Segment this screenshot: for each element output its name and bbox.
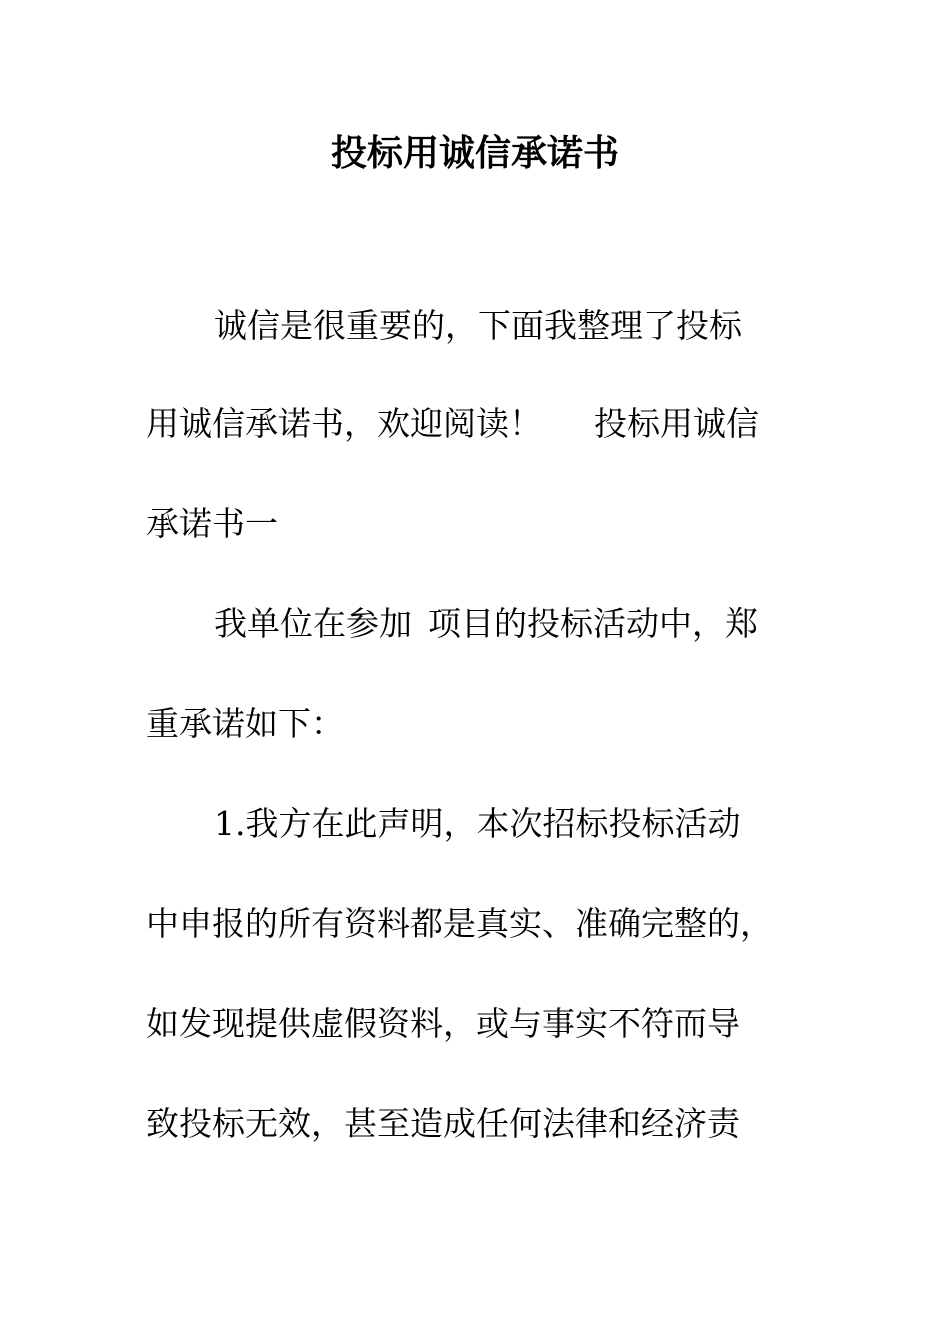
section-heading-text: 投标用诚信 <box>594 404 759 443</box>
paragraph-text: 用诚信承诺书，欢迎阅读！ <box>146 404 542 443</box>
document-title: 投标用诚信承诺书 <box>330 132 619 174</box>
paragraph-line <box>214 304 742 348</box>
paragraph-line <box>214 802 741 846</box>
paragraph-text: 我单位在参加 <box>214 604 412 643</box>
paragraph-text: 致投标无效，甚至造成任何法律和经济责 <box>146 1104 740 1143</box>
paragraph-line <box>146 1102 740 1146</box>
paragraph-line <box>146 402 759 446</box>
paragraph-text: 重承诺如下： <box>146 704 344 743</box>
paragraph-line <box>146 702 344 746</box>
section-heading-text: 承诺书一 <box>146 504 278 543</box>
paragraph-line <box>146 1002 740 1046</box>
paragraph-line <box>146 502 278 546</box>
paragraph-text: 1.我方在此声明，本次招标投标活动 <box>214 804 741 843</box>
paragraph-text: 中申报的所有资料都是真实、准确完整的， <box>146 904 773 943</box>
paragraph-line <box>146 902 773 946</box>
paragraph-text: 如发现提供虚假资料，或与事实不符而导 <box>146 1004 740 1043</box>
paragraph-text: 项目的投标活动中，郑 <box>428 604 758 643</box>
paragraph-text: 诚信是很重要的，下面我整理了投标 <box>214 306 742 345</box>
paragraph-line <box>214 602 758 646</box>
